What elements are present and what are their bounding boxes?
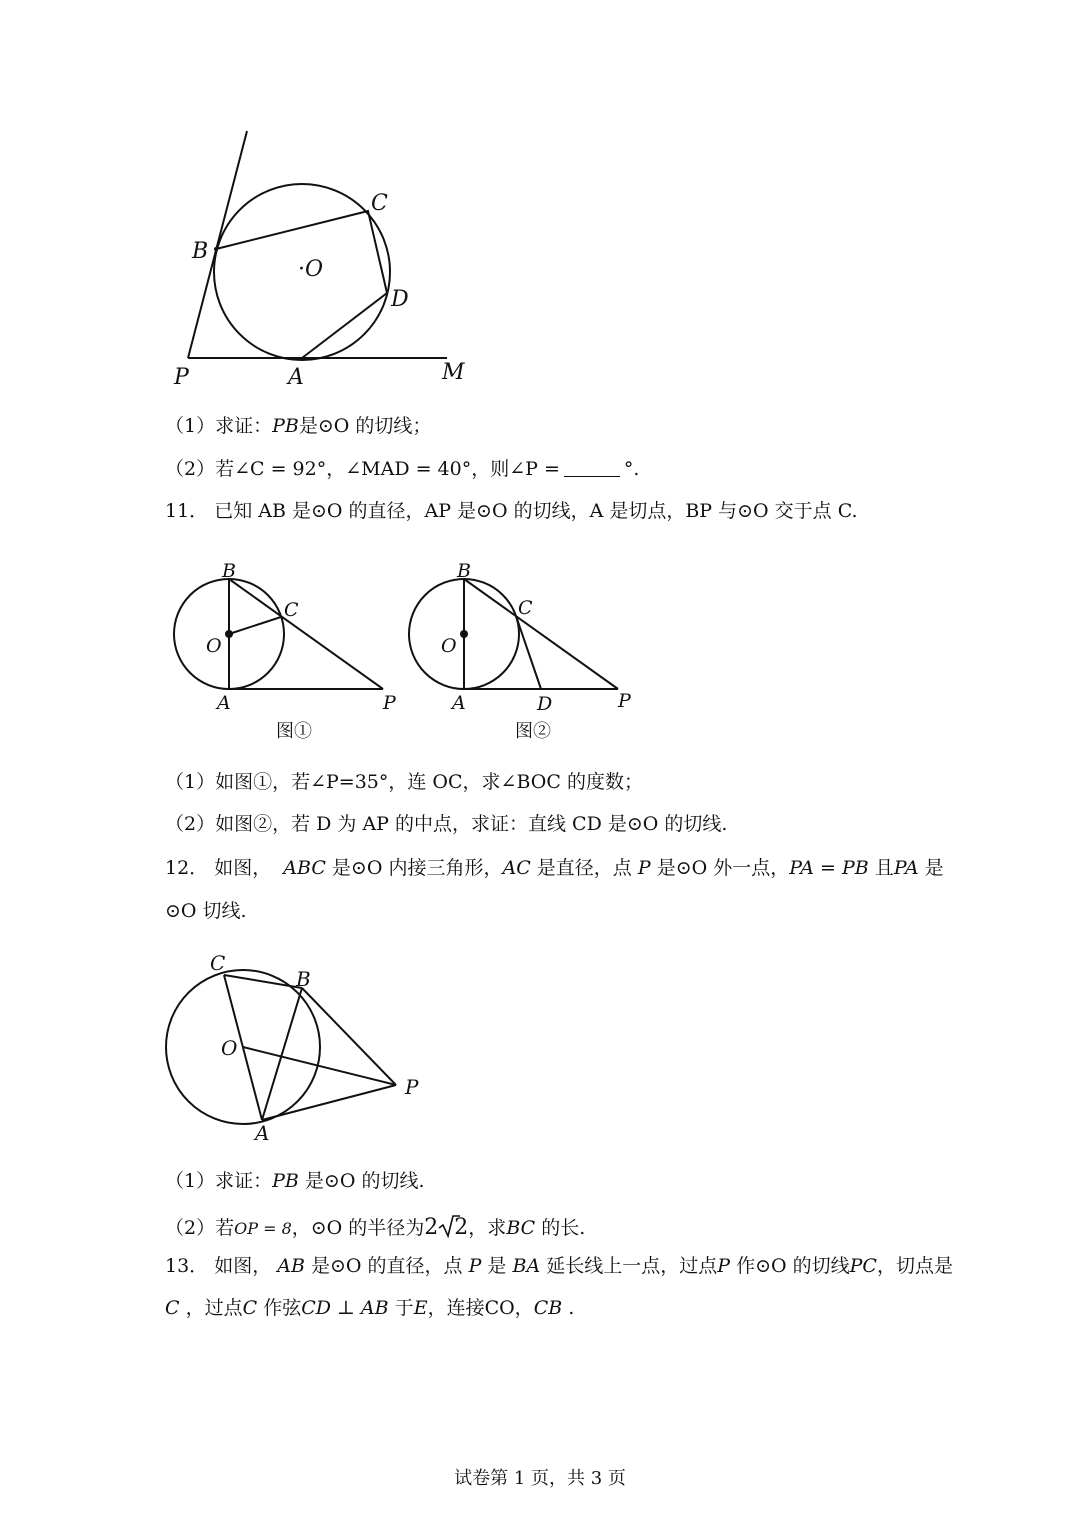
q11-part2-num: （2） xyxy=(165,813,216,835)
q12-var-abc: ABC xyxy=(283,857,326,879)
q13-var-cb: CB xyxy=(533,1297,563,1319)
label-c: C xyxy=(518,597,533,619)
label-o: ·O xyxy=(298,257,324,282)
segment-cd xyxy=(516,616,541,689)
q13-t2: 是 xyxy=(487,1255,507,1277)
label-o: O xyxy=(441,635,457,657)
radius-coefficient: 2 xyxy=(424,1215,439,1240)
figure-q12 xyxy=(160,950,440,1150)
q10-part1 xyxy=(165,417,431,436)
q12-var-ac: AC xyxy=(502,857,531,879)
q12-var-pa: PA xyxy=(893,857,919,879)
q12-part1-text-pre: 求证： xyxy=(215,1170,273,1192)
q12-stem-t4: 且 xyxy=(874,857,894,879)
q13-t1: 是⊙O 的直径，点 xyxy=(310,1255,463,1277)
label-a: A xyxy=(452,692,466,714)
label-d: D xyxy=(391,287,409,312)
q12-part2-var2: BC xyxy=(506,1217,536,1239)
q12-var-p: P xyxy=(637,857,651,879)
q12-part2-num: （2） xyxy=(165,1217,216,1239)
q13-l2-t3: 于 xyxy=(394,1297,414,1319)
center-o-dot xyxy=(460,630,468,638)
label-p: P xyxy=(174,365,189,390)
q10-part2-suffix: °. xyxy=(623,458,640,480)
q13-var-p2: P xyxy=(717,1255,731,1277)
center-o-dot xyxy=(225,630,233,638)
label-o: O xyxy=(221,1036,238,1060)
figure-q11-1 xyxy=(165,555,405,720)
q10-part2-text: 若∠C = 92°，∠MAD = 40°，则∠P = xyxy=(215,458,560,480)
label-b: B xyxy=(192,239,209,264)
point-b-dot xyxy=(214,247,218,251)
radius-expression xyxy=(424,1215,468,1240)
q11-stem-text: 已知 AB 是⊙O 的直径，AP 是⊙O 的切线，A 是切点，BP 与⊙O 交于点 C. xyxy=(214,500,858,522)
q12-stem-t2: 是直径，点 xyxy=(536,857,632,879)
q13-l2-t5: . xyxy=(568,1297,575,1319)
label-p: P xyxy=(405,1075,419,1099)
q13-pre: 如图， xyxy=(214,1255,272,1277)
q12-part2-var: OP = 8 xyxy=(234,1219,292,1238)
q12-stem-line2 xyxy=(165,902,247,921)
label-a: A xyxy=(288,365,304,390)
q13-line2 xyxy=(165,1299,574,1318)
q12-stem-t3: 是⊙O 外一点， xyxy=(656,857,790,879)
q10-part2 xyxy=(165,460,639,479)
q11-stem xyxy=(165,502,858,521)
label-c: C xyxy=(284,599,299,621)
q10-part1-num: （1） xyxy=(165,415,216,437)
q13-l2-t4: ，连接CO， xyxy=(427,1297,534,1319)
q12-stem-line1 xyxy=(165,859,944,878)
q11-part1-text: 如图①，若∠P=35°，连 OC，求∠BOC 的度数； xyxy=(215,771,643,793)
label-m: M xyxy=(442,360,465,385)
q12-stem-t5: 是 xyxy=(924,857,944,879)
q12-part1 xyxy=(165,1172,424,1191)
q13-number: 13． xyxy=(165,1255,209,1277)
figure-2-caption: 图② xyxy=(515,721,551,742)
label-o: O xyxy=(206,635,222,657)
q13-t3: 延长线上一点，过点 xyxy=(546,1255,718,1277)
label-d: D xyxy=(537,693,553,715)
q11-part1 xyxy=(165,773,643,792)
q11-number: 11． xyxy=(165,500,209,522)
label-a: A xyxy=(217,692,231,714)
q13-line1 xyxy=(165,1257,953,1276)
q10-part1-text-pre: 求证： xyxy=(215,415,273,437)
figure-q10 xyxy=(170,120,490,400)
q12-part2 xyxy=(165,1214,585,1239)
q13-var-p: P xyxy=(468,1255,482,1277)
q12-part2-pre: 若 xyxy=(215,1217,235,1239)
answer-blank[interactable] xyxy=(564,460,620,477)
label-p: P xyxy=(618,690,631,712)
q12-part1-text-post: 是⊙O 的切线. xyxy=(304,1170,425,1192)
q11-part2-text: 如图②，若 D 为 AP 的中点，求证：直线 CD 是⊙O 的切线. xyxy=(215,813,728,835)
q12-stem-t1: 是⊙O 内接三角形， xyxy=(331,857,503,879)
q11-part2 xyxy=(165,815,727,834)
q12-number: 12． xyxy=(165,857,209,879)
q13-var-ab: AB xyxy=(277,1255,305,1277)
q13-var-ba: BA xyxy=(512,1255,541,1277)
tangent-pa xyxy=(262,1085,396,1120)
secant-bp xyxy=(229,579,383,689)
q13-var-cd-perp-ab: CD ⊥ AB xyxy=(301,1297,389,1319)
chord-cb xyxy=(224,975,302,988)
q12-part1-num: （1） xyxy=(165,1170,216,1192)
q13-t4: 作⊙O 的切线 xyxy=(736,1255,850,1277)
secant-bp xyxy=(464,579,618,689)
q12-stem-line2-text: ⊙O 切线. xyxy=(165,900,247,922)
figure-1-caption: 图① xyxy=(276,721,312,742)
q12-part2-post2: 的长. xyxy=(541,1217,586,1239)
q10-part1-text-post: 是⊙O 的切线； xyxy=(298,415,432,437)
radius-radicand: 2 xyxy=(454,1215,469,1240)
label-c: C xyxy=(210,951,226,975)
q13-t5: ，切点是 xyxy=(876,1255,953,1277)
label-p: P xyxy=(383,692,396,714)
q12-var-pa-pb: PA = PB xyxy=(789,857,869,879)
q13-var-pc: PC xyxy=(849,1255,877,1277)
q10-part1-var: PB xyxy=(272,415,299,437)
q13-var-c2: C xyxy=(242,1297,258,1319)
q13-l2-t1: ，过点 xyxy=(185,1297,243,1319)
q13-var-e: E xyxy=(413,1297,428,1319)
label-c: C xyxy=(371,191,388,216)
segment-oc xyxy=(229,617,281,634)
q13-l2-t2: 作弦 xyxy=(263,1297,302,1319)
label-a: A xyxy=(255,1121,270,1145)
label-b: B xyxy=(457,560,471,582)
q11-part1-num: （1） xyxy=(165,771,216,793)
q13-var-c: C xyxy=(165,1297,180,1319)
label-b: B xyxy=(296,967,311,991)
q12-part2-mid: ，⊙O 的半径为 xyxy=(291,1217,425,1239)
q12-part2-post1: ，求 xyxy=(468,1217,507,1239)
q12-part1-var: PB xyxy=(272,1170,299,1192)
figure-q11-2 xyxy=(400,555,640,720)
q12-stem-pre: 如图， xyxy=(214,857,272,879)
label-b: B xyxy=(222,560,236,582)
q10-part2-num: （2） xyxy=(165,458,216,480)
page-footer: 试卷第 1 页，共 3 页 xyxy=(454,1468,626,1489)
